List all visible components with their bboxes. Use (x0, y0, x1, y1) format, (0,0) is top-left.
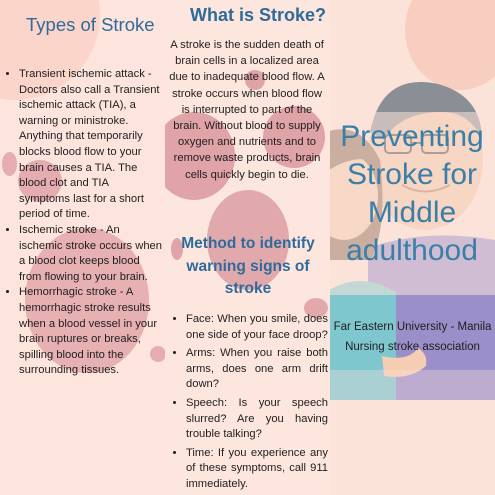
what-is-stroke-body: A stroke is the sudden death of brain cells in a localized area due to inadequate blood flow. A stroke occurs when blood flow is interrupted to part of the brain. Without blood to supply oxygen and nutrients and to remove waste products, brain cells quickly begin to die. (169, 39, 325, 181)
list-item: • Arms: When you raise both arms, does one arm drift down? (186, 346, 328, 393)
list-item: • Time: If you experience any of these symptoms, call 911 immediately. (186, 446, 328, 493)
method-heading: Method to identify warning signs of stroke (181, 235, 315, 297)
list-item: • Transient ischemic attack - Doctors also call a Transient ischemic attack (TIA), a warning or ministroke. Anything that temporarily blocks blood flow to your brain causes a TIA. The blood clot and TIA symptoms last for a short period of time. (19, 67, 162, 223)
types-heading: Types of Stroke (26, 14, 155, 35)
list-item: • Face: When you smile, does one side of your face droop? (186, 312, 328, 343)
what-is-stroke-heading: What is Stroke? (190, 5, 327, 25)
warning-signs-list (167, 312, 328, 493)
left-panel (0, 0, 165, 495)
types-list (0, 67, 162, 379)
list-item: • Ischemic stroke - An ischemic stroke occurs when a blood clot keeps blood from flowing to your brain. (19, 223, 162, 285)
poster-title: Preventing Stroke for Middle adulthood (340, 120, 484, 267)
organization-text: Far Eastern University - Manila Nursing stroke association (333, 321, 492, 353)
list-item: • Speech: Is your speech slurred? Are you having trouble talking? (186, 396, 328, 443)
right-panel (330, 0, 495, 495)
list-item: • Hemorrhagic stroke - A hemorrhagic stroke results when a blood vessel in your brain ruptures or breaks, spilling blood into the surrounding tissues. (19, 285, 162, 379)
middle-panel (165, 0, 330, 495)
